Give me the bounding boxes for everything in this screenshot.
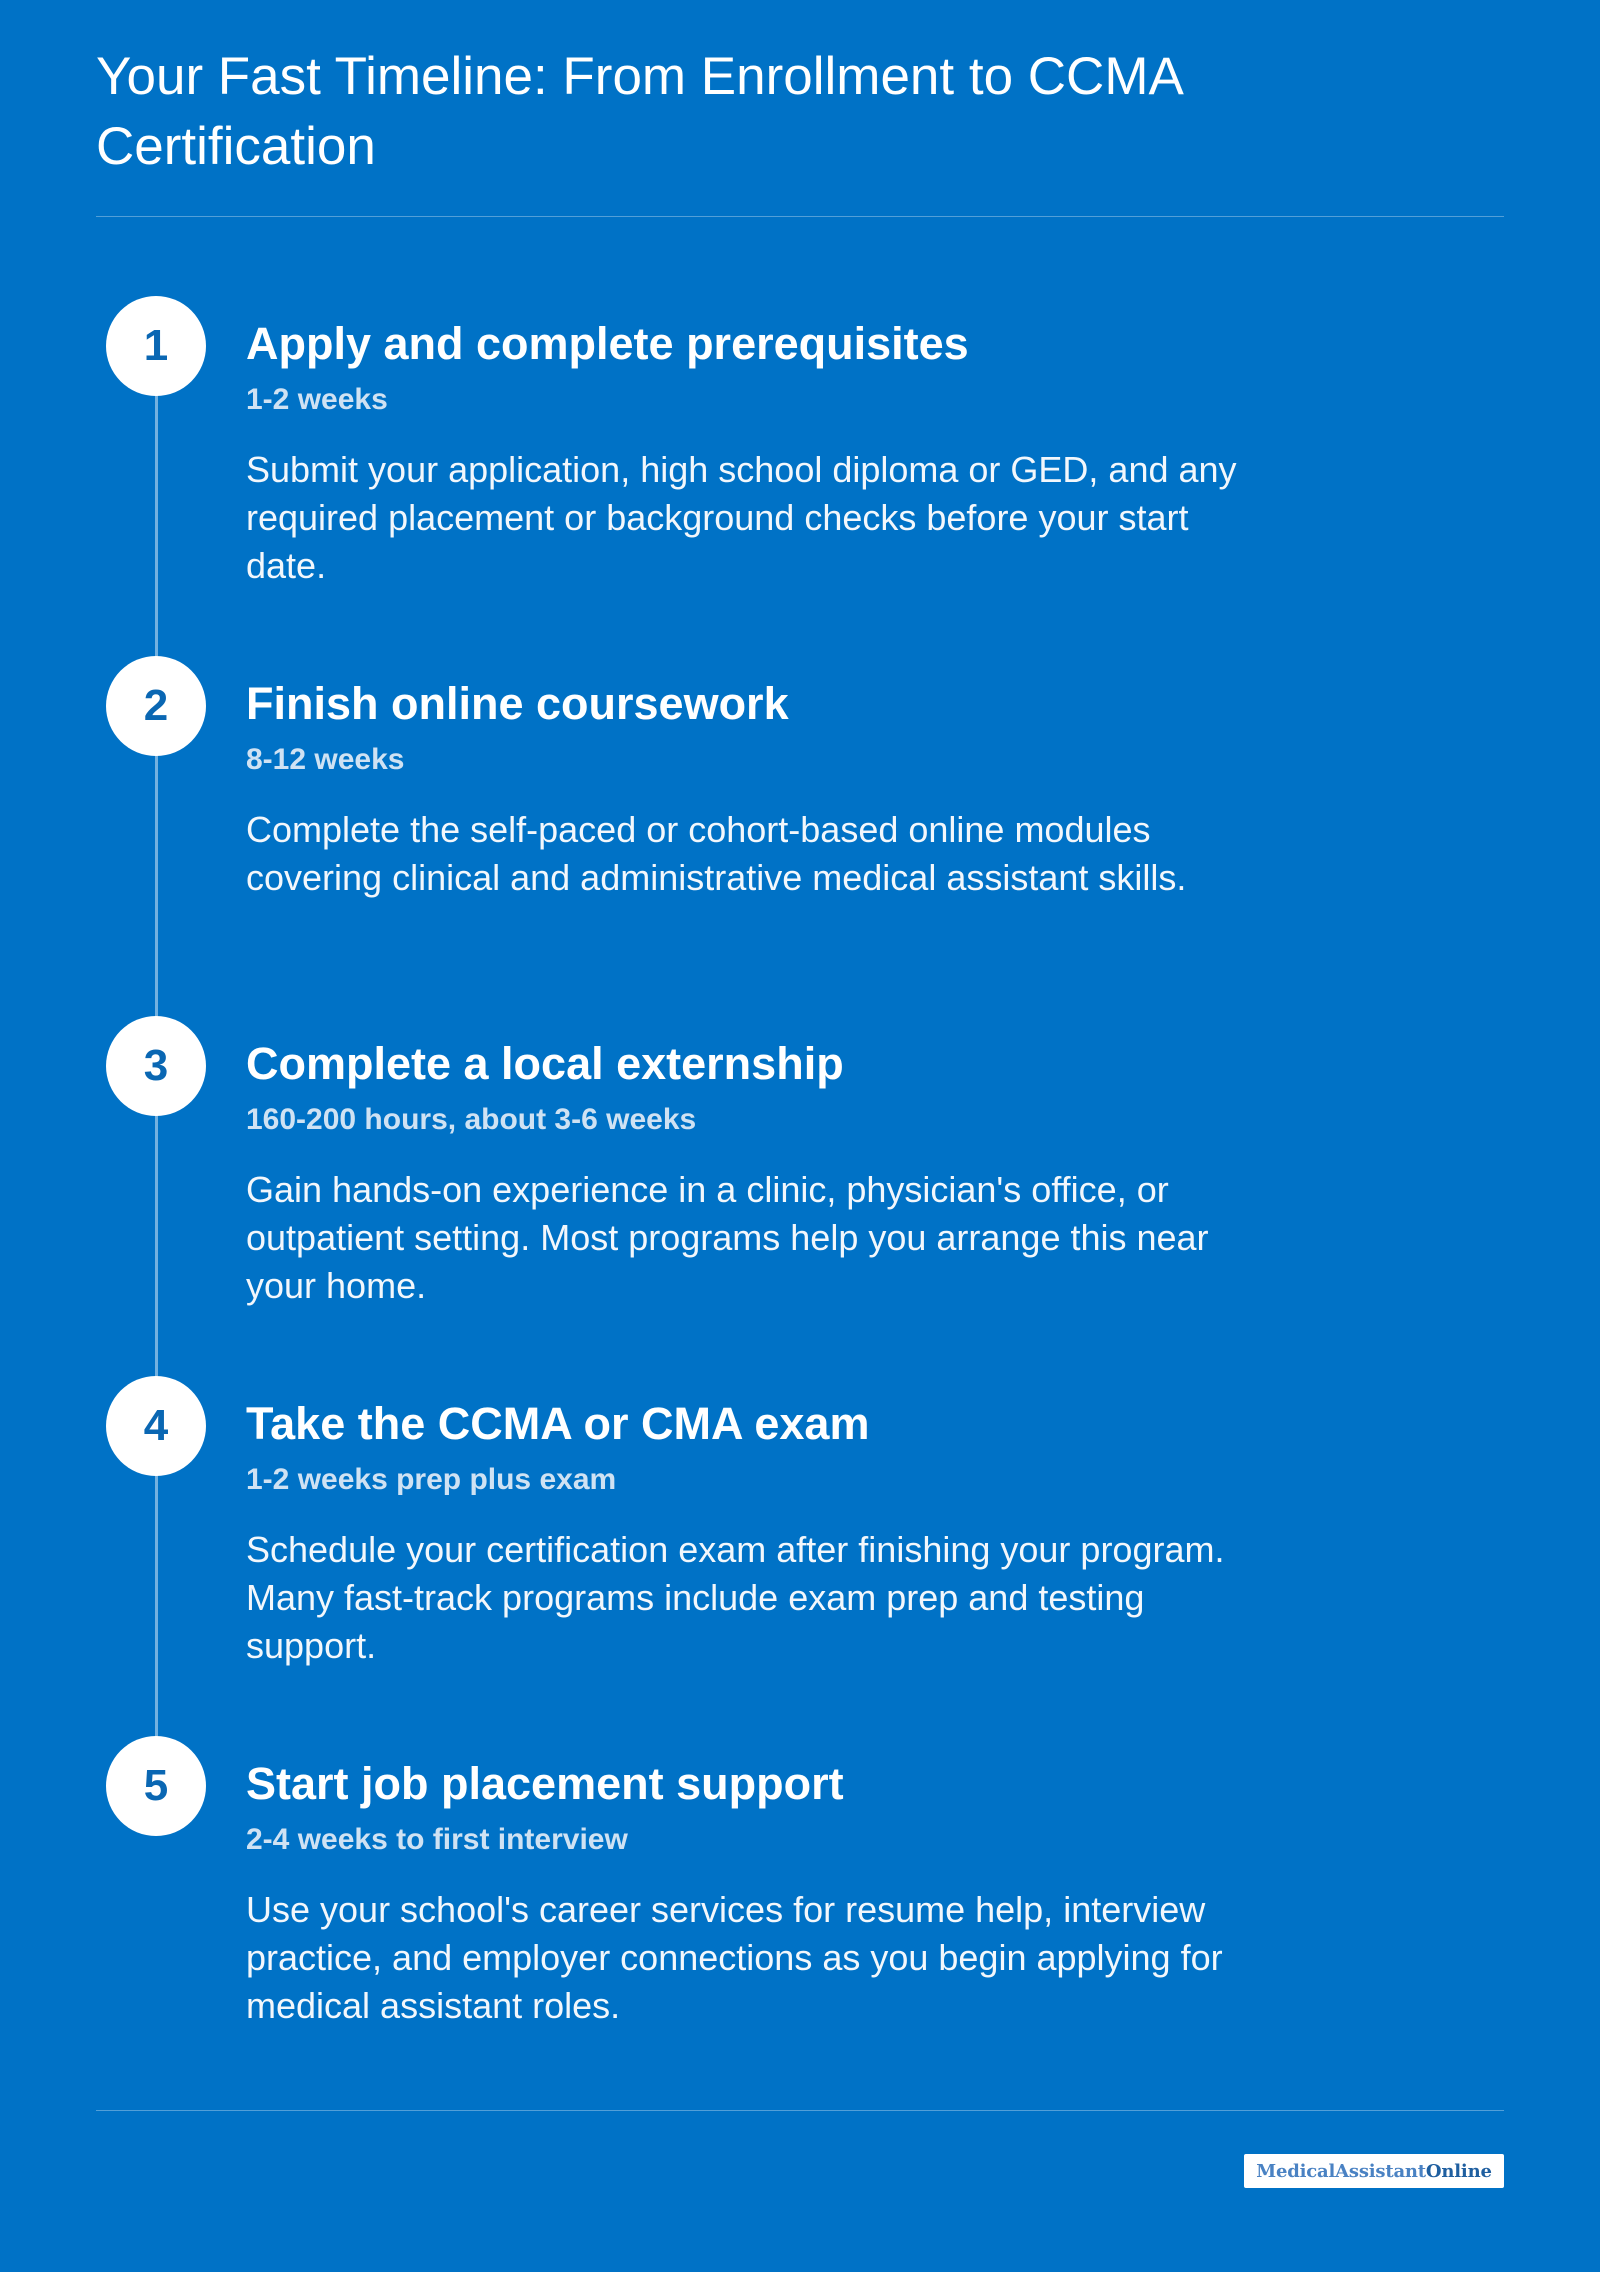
step-number-badge: 2 — [106, 656, 206, 756]
step-duration: 1-2 weeks prep plus exam — [246, 1463, 617, 1496]
step-title: Start job placement support — [246, 1758, 844, 1809]
step-description: Use your school's career services for resume help, interview practice, and employer connections as you begin applying for medical assistant roles. — [246, 1889, 1223, 2026]
timeline-step-2 — [0, 656, 1600, 976]
step-number-badge: 1 — [106, 296, 206, 396]
step-title: Complete a local externship — [246, 1038, 844, 1089]
step-description: Gain hands-on experience in a clinic, physician's office, or outpatient setting. Most programs help you arrange this near your home. — [246, 1169, 1209, 1306]
header-divider — [96, 216, 1504, 217]
step-title: Finish online coursework — [246, 678, 789, 729]
logo-text-online: Online — [1425, 2160, 1492, 2182]
step-duration: 2-4 weeks to first interview — [246, 1823, 628, 1856]
site-logo[interactable] — [1244, 2154, 1504, 2188]
step-description: Complete the self-paced or cohort-based online modules covering clinical and administrative medical assistant skills. — [246, 809, 1187, 898]
timeline-step-3 — [0, 1016, 1600, 1336]
step-number-badge: 3 — [106, 1016, 206, 1116]
step-number-badge: 5 — [106, 1736, 206, 1836]
step-duration: 8-12 weeks — [246, 743, 405, 776]
footer-divider — [96, 2110, 1504, 2111]
step-description: Schedule your certification exam after finishing your program. Many fast-track programs include exam prep and testing support. — [246, 1529, 1225, 1666]
step-title: Take the CCMA or CMA exam — [246, 1398, 870, 1449]
step-duration: 1-2 weeks — [246, 383, 388, 416]
step-description: Submit your application, high school diploma or GED, and any required placement or background checks before your start date. — [246, 449, 1237, 586]
timeline-step-1 — [0, 296, 1600, 616]
step-title: Apply and complete prerequisites — [246, 318, 969, 369]
page-title: Your Fast Timeline: From Enrollment to CCMA Certification — [96, 47, 1181, 176]
timeline-step-4 — [0, 1376, 1600, 1696]
logo-text-main: MedicalAssistant — [1256, 2160, 1426, 2182]
timeline-step-5 — [0, 1736, 1600, 2056]
step-number-badge: 4 — [106, 1376, 206, 1476]
step-duration: 160-200 hours, about 3-6 weeks — [246, 1103, 697, 1136]
